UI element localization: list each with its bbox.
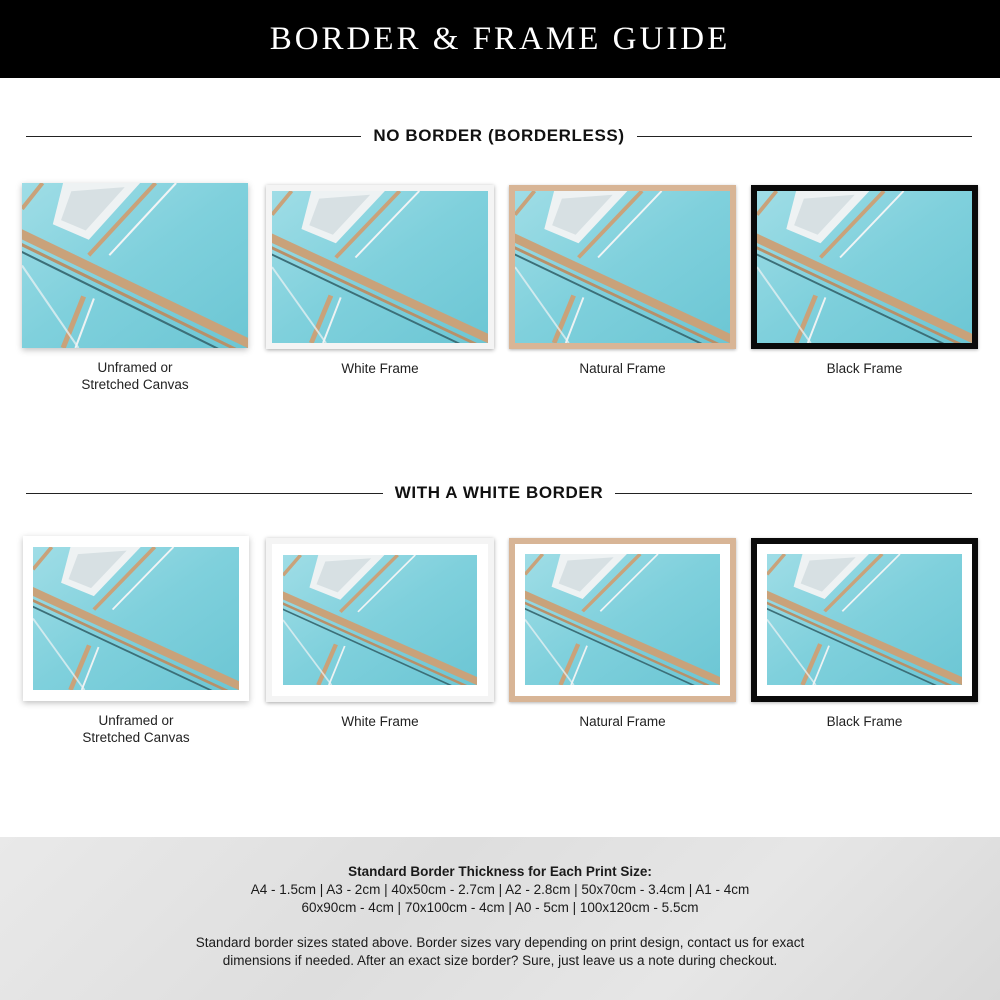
option-unframed-borderless[interactable] <box>22 183 248 403</box>
white-frame <box>266 185 494 349</box>
border-size-note: Standard border sizes stated above. Border sizes vary depending on print design, contact us for exact <box>195 935 805 950</box>
salt-lake-photo <box>22 183 248 348</box>
option-natural-frame-white-border[interactable] <box>509 538 736 758</box>
option-black-frame-borderless[interactable] <box>751 185 978 405</box>
white-frame <box>266 538 494 702</box>
option-caption: Natural Frame <box>579 714 666 729</box>
black-frame <box>751 538 978 702</box>
black-frame <box>751 185 978 349</box>
border-size-list: A4 - 1.5cm | A3 - 2cm | 40x50cm - 2.7cm | A2 - 2.8cm | 50x70cm - 3.4cm | A1 - 4cm <box>250 882 750 897</box>
natural-wood-frame <box>509 185 736 349</box>
canvas-print <box>22 183 248 348</box>
salt-lake-photo <box>767 554 962 685</box>
option-caption: White Frame <box>341 361 419 376</box>
divider-line <box>26 136 361 137</box>
option-caption: Natural Frame <box>579 361 666 376</box>
border-size-info <box>0 837 1000 1000</box>
option-black-frame-white-border[interactable] <box>751 538 978 758</box>
option-unframed-white-border[interactable] <box>23 536 249 756</box>
option-caption: Unframed or Stretched Canvas <box>81 360 189 392</box>
salt-lake-photo <box>525 554 720 685</box>
divider-line <box>26 493 383 494</box>
option-caption: Black Frame <box>826 714 903 729</box>
border-size-list: 60x90cm - 4cm | 70x100cm - 4cm | A0 - 5cm | 100x120cm - 5.5cm <box>301 900 699 915</box>
option-caption: Black Frame <box>826 361 903 376</box>
option-caption: White Frame <box>341 714 419 729</box>
option-natural-frame-borderless[interactable] <box>509 185 736 405</box>
divider-line <box>615 493 972 494</box>
page-title: BORDER & FRAME GUIDE <box>269 20 731 57</box>
border-size-note: dimensions if needed. After an exact size border? Sure, just leave us a note during checkout. <box>222 953 778 968</box>
option-white-frame-white-border[interactable] <box>266 538 494 758</box>
section-heading: WITH A WHITE BORDER <box>394 483 604 502</box>
border-size-heading: Standard Border Thickness for Each Print Size: <box>348 864 652 879</box>
salt-lake-photo <box>283 555 477 685</box>
natural-wood-frame <box>509 538 736 702</box>
salt-lake-photo <box>515 191 730 343</box>
salt-lake-photo <box>272 191 488 343</box>
salt-lake-photo <box>757 191 972 343</box>
canvas-print <box>23 536 249 701</box>
salt-lake-photo <box>33 547 239 690</box>
option-white-frame-borderless[interactable] <box>266 185 494 405</box>
section-title-bar <box>26 124 972 148</box>
section-heading: NO BORDER (BORDERLESS) <box>373 126 625 145</box>
option-caption: Unframed or Stretched Canvas <box>82 713 190 745</box>
section-title-bar <box>26 481 972 505</box>
divider-line <box>637 136 972 137</box>
page-header <box>0 0 1000 78</box>
